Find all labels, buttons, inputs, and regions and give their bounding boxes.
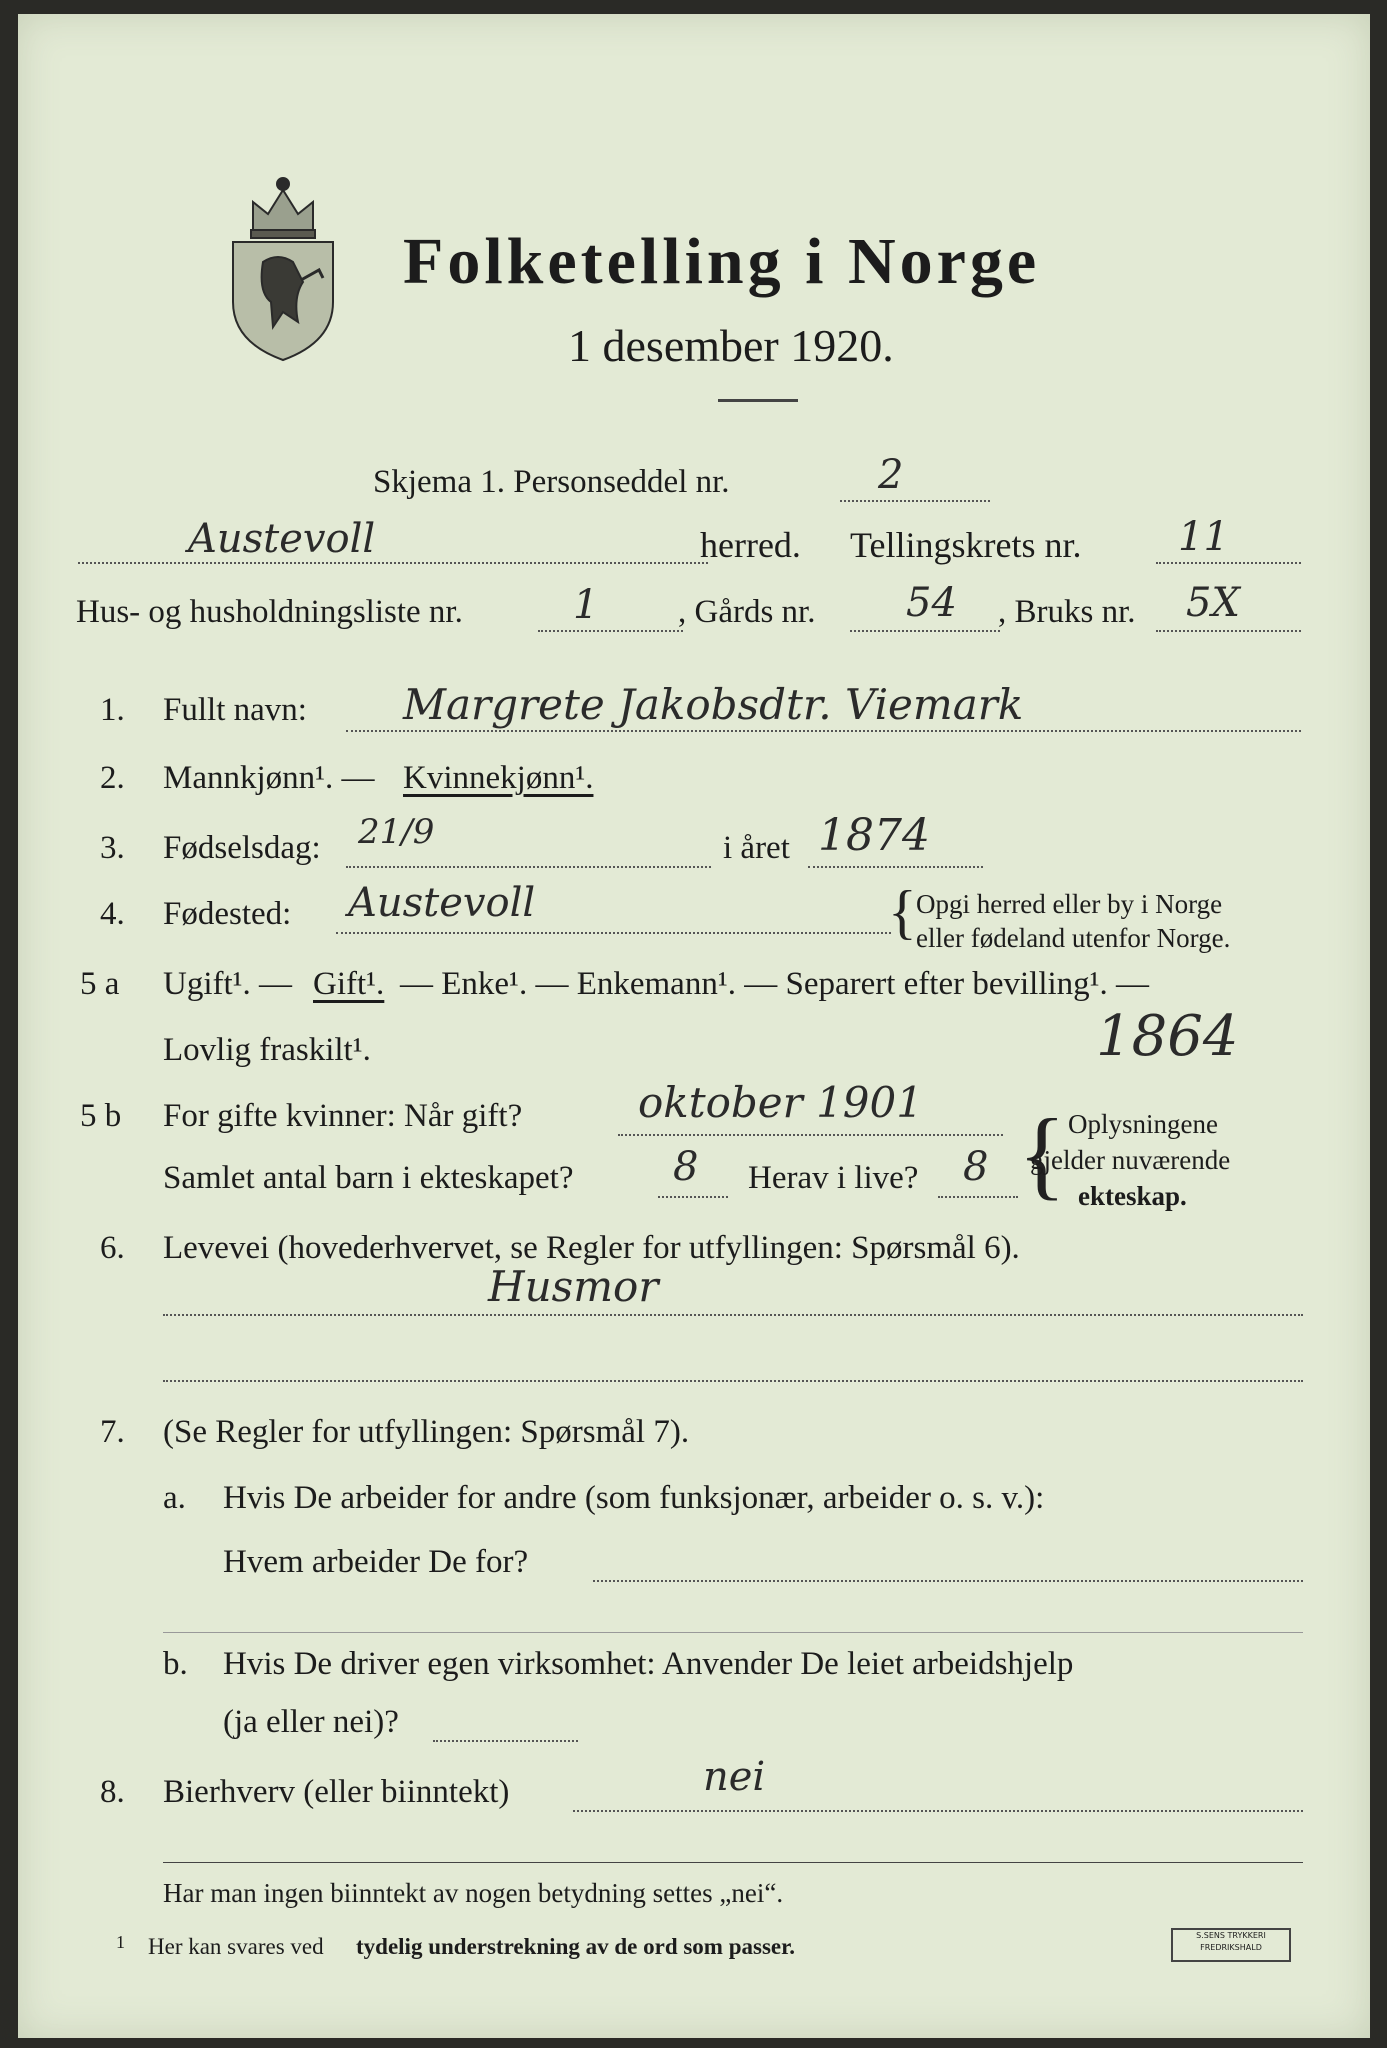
q5a-gift: Gift¹. <box>313 966 385 1002</box>
q6-label: Levevei (hovederhvervet, se Regler for utfyllingen: Spørsmål 6). <box>163 1230 1020 1266</box>
q7a-text: Hvis De arbeider for andre (som funksjonær, arbeider o. s. v.): <box>223 1480 1045 1516</box>
q5b-live-label: Herav i live? <box>748 1160 919 1196</box>
q1-label: Fullt navn: <box>163 692 307 728</box>
q7b-line <box>433 1740 578 1742</box>
q6-value: Husmor <box>488 1262 659 1311</box>
stamp-line-2: FREDRIKSHALD <box>1200 1943 1262 1952</box>
q7a-text-2: Hvem arbeider De for? <box>223 1544 529 1580</box>
q5b-note-2: gjelder nuværende <box>1030 1145 1231 1175</box>
q5b-live-line <box>938 1196 1018 1198</box>
q3-label: Fødselsdag: <box>163 830 321 866</box>
q7b-text: Hvis De driver egen virksomhet: Anvender De leiet arbeidshjelp <box>223 1646 1074 1682</box>
q7b-letter: b. <box>163 1646 188 1682</box>
q3-year-value: 1874 <box>818 810 930 861</box>
q5b-label: For gifte kvinner: Når gift? <box>163 1098 523 1134</box>
gards-label: , Gårds nr. <box>678 594 816 630</box>
tellingskrets-line <box>1156 562 1301 564</box>
q7a-letter: a. <box>163 1480 186 1516</box>
q7a-line <box>593 1580 1303 1582</box>
q7b-text-2: (ja eller nei)? <box>223 1704 399 1740</box>
q4-brace: { <box>888 879 917 945</box>
q3-number: 3. <box>100 830 125 866</box>
q4-label: Fødested: <box>163 896 292 932</box>
q8-value: nei <box>703 1754 766 1800</box>
q5a-rest: — Enke¹. — Enkemann¹. — Separert efter bevilling¹. — <box>400 966 1150 1002</box>
printer-stamp <box>1171 1928 1291 1962</box>
q1-line <box>346 730 1301 732</box>
q5a-fraskilt: Lovlig fraskilt¹. <box>163 1032 371 1068</box>
footnote-mark: 1 <box>116 1932 125 1952</box>
q3-day-line <box>346 866 711 868</box>
title-rule <box>718 399 798 402</box>
personseddel-line <box>840 500 990 502</box>
tellingskrets-value: 11 <box>1178 514 1229 560</box>
herred-line <box>78 562 708 564</box>
bruks-value: 5X <box>1186 580 1240 626</box>
q4-value: Austevoll <box>348 880 536 926</box>
bottom-note: Har man ingen biinntekt av nogen betydning settes „nei“. <box>163 1878 784 1908</box>
q2-number: 2. <box>100 760 125 796</box>
q6-line-1 <box>163 1314 1303 1316</box>
bruks-line <box>1156 630 1301 632</box>
bruks-label: , Bruks nr. <box>998 594 1136 630</box>
gards-value: 54 <box>906 580 957 626</box>
q5a-number: 5 a <box>80 966 120 1002</box>
q5b-barn-value: 8 <box>673 1144 699 1190</box>
q3-year-label: i året <box>723 830 790 866</box>
q7a-line-2 <box>163 1632 1303 1633</box>
q4-note-2: eller fødeland utenfor Norge. <box>916 923 1231 953</box>
tellingskrets-label: Tellingskrets nr. <box>850 525 1082 565</box>
q4-number: 4. <box>100 896 125 932</box>
q4-line <box>336 932 891 934</box>
q8-line <box>573 1810 1303 1812</box>
q2-kvinne-label: Kvinnekjønn¹. <box>403 760 594 796</box>
gards-line <box>850 630 1000 632</box>
footnote-text-b: tydelig understrekning av de ord som passer. <box>356 1934 795 1959</box>
skjema-label: Skjema 1. Personseddel nr. <box>373 464 730 500</box>
q7-label: (Se Regler for utfyllingen: Spørsmål 7). <box>163 1414 690 1450</box>
herred-label: herred. <box>700 525 801 565</box>
q4-note-1: Opgi herred eller by i Norge <box>916 889 1223 919</box>
form-title: Folketelling i Norge <box>403 225 1041 298</box>
q3-year-line <box>808 866 983 868</box>
q5b-barn-line <box>658 1196 728 1198</box>
q5a-annotation: 1864 <box>1096 1004 1239 1069</box>
q5a-ugift: Ugift¹. — <box>163 966 293 1002</box>
q5b-number: 5 b <box>80 1098 122 1134</box>
herred-value: Austevoll <box>188 516 376 562</box>
q5b-note-3: ekteskap. <box>1078 1181 1187 1211</box>
q8-line-2 <box>163 1862 1303 1863</box>
stamp-line-1: S.SENS TRYKKERI <box>1196 1931 1266 1940</box>
husliste-label: Hus- og husholdningsliste nr. <box>76 594 463 630</box>
q5b-married-value: oktober 1901 <box>638 1078 923 1127</box>
husliste-line <box>538 630 683 632</box>
footnote-text-a: Her kan svares ved <box>148 1934 324 1959</box>
husliste-value: 1 <box>573 582 599 628</box>
q3-day-value: 21/9 <box>358 812 435 852</box>
q8-label: Bierhverv (eller biinntekt) <box>163 1774 510 1810</box>
coat-of-arms-icon <box>223 162 343 362</box>
q5b-married-line <box>618 1134 1003 1136</box>
q1-name-value: Margrete Jakobsdtr. Viemark <box>403 680 1024 729</box>
q6-line-2 <box>163 1380 1303 1382</box>
q5b-brace: { <box>1018 1098 1066 1209</box>
census-form <box>18 14 1370 2038</box>
q5b-note-1: Oplysningene <box>1068 1109 1218 1139</box>
q7-number: 7. <box>100 1414 125 1450</box>
q6-number: 6. <box>100 1230 125 1266</box>
q5b-barn-label: Samlet antal barn i ekteskapet? <box>163 1160 574 1196</box>
q1-number: 1. <box>100 692 125 728</box>
q2-mann-label: Mannkjønn¹. — <box>163 760 375 796</box>
personseddel-value: 2 <box>878 452 904 498</box>
census-date: 1 desember 1920. <box>568 320 894 371</box>
q8-number: 8. <box>100 1774 125 1810</box>
q5b-live-value: 8 <box>963 1144 989 1190</box>
